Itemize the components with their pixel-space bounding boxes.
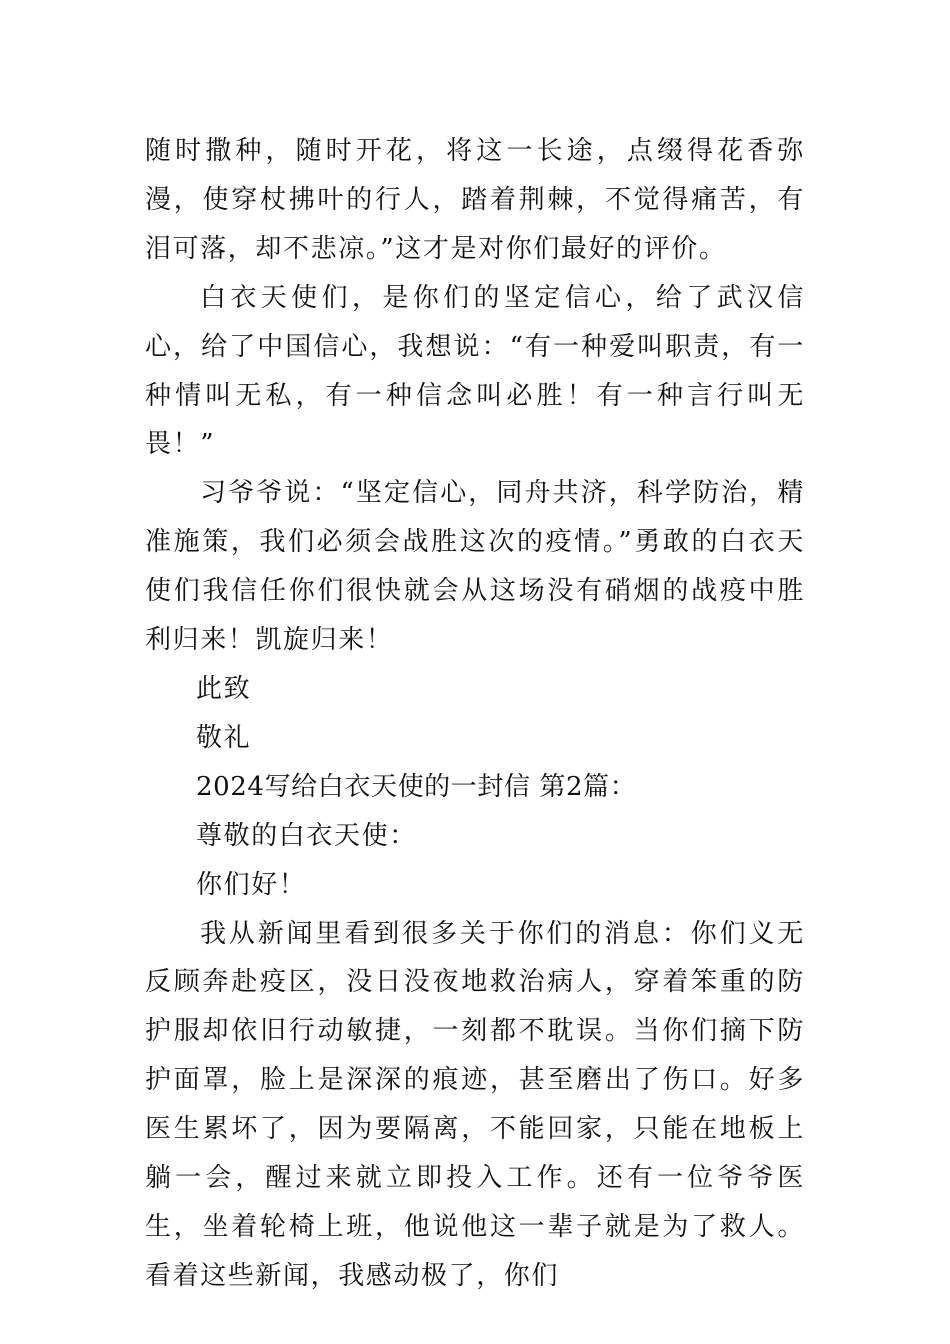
paragraph-praise: 白衣天使们，是你们的坚定信心，给了武汉信心，给了中国信心，我想说：“有一种爱叫职责，有一种情叫无私，有一种信念叫必胜！有一种言行叫无畏！” [145, 282, 805, 460]
paragraph-continuation: 随时撒种，随时开花，将这一长途，点缀得花香弥漫，使穿杖拂叶的行人，踏着荆棘，不觉得痛苦，有泪可落，却不悲凉。”这才是对你们最好的评价。 [145, 136, 805, 264]
letter-greeting: 尊敬的白衣天使： [196, 820, 417, 851]
section-heading: 2024写给白衣天使的一封信 第2篇： [196, 771, 637, 802]
letter-body [145, 127, 805, 1301]
paragraph-news: 我从新闻里看到很多关于你们的消息：你们义无反顾奔赴疫区，没日没夜地救治病人，穿着笨重的防护服却依旧行动敏捷，一刻都不耽误。当你们摘下防护面罩，脸上是深深的痕迹，甚至磨出了伤口。好多医生累坏了，因为要隔离，不能回家，只能在地板上躺一会，醒过来就立即投入工作。还有一位爷爷医生，坐着轮椅上班，他说他这一辈子就是为了救人。看着这些新闻，我感动极了，你们 [145, 918, 805, 1291]
closing-regards: 敬礼 [196, 722, 252, 753]
closing-salutation: 此致 [196, 673, 252, 704]
paragraph-quote: 习爷爷说：“坚定信心，同舟共济，科学防治，精准施策，我们必须会战胜这次的疫情。”勇敢的白衣天使们我信任你们很快就会从这场没有硝烟的战疫中胜利归来！凯旋归来！ [145, 478, 805, 656]
letter-hello: 你们好！ [196, 869, 307, 900]
